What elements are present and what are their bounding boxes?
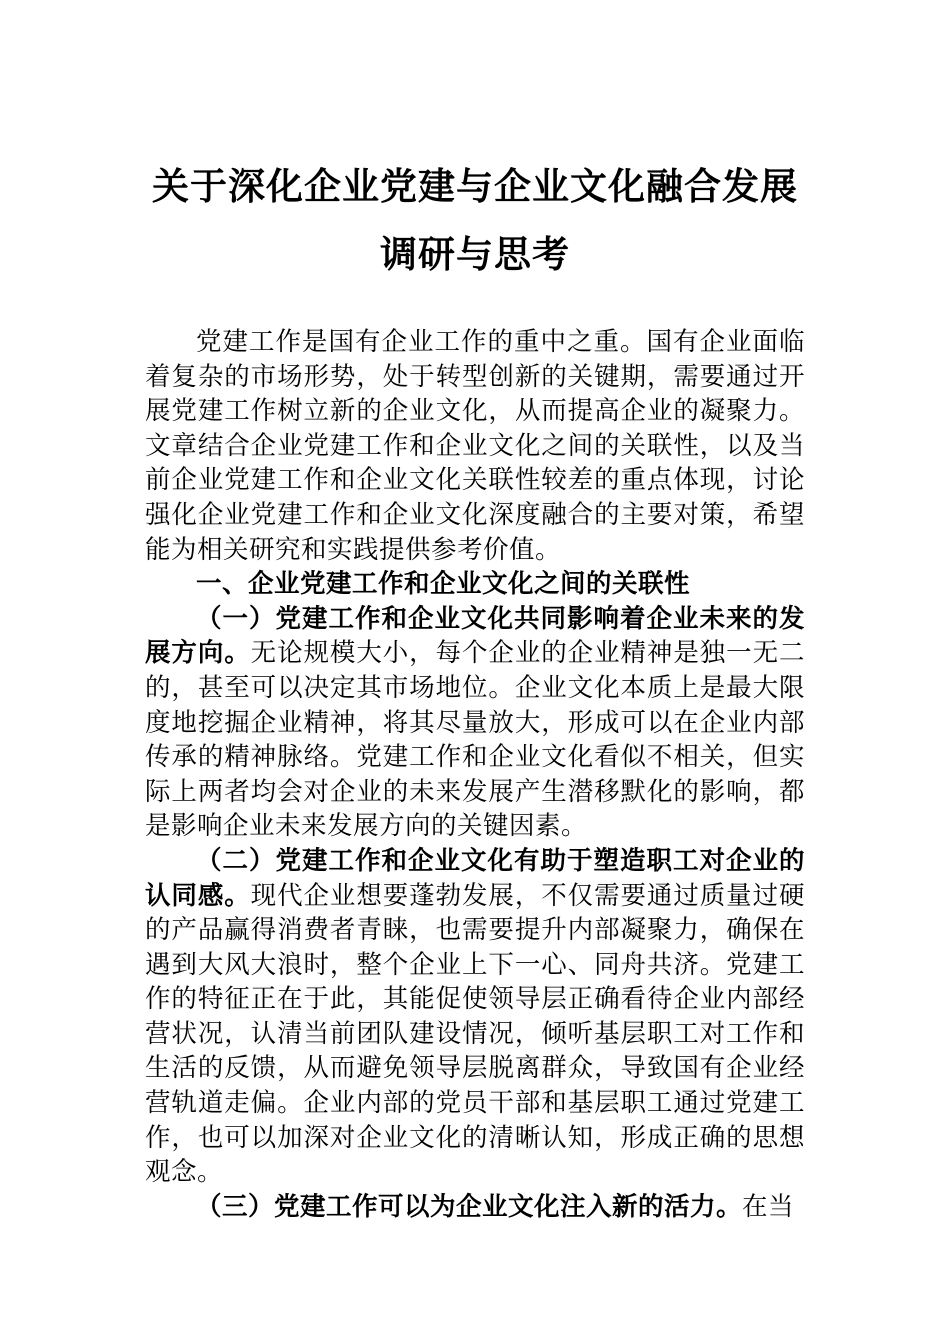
paragraph-1-subhead: （一）党建工作和企业文化共同影响着企业未来的发展方向。 <box>145 603 805 669</box>
paragraph-1 <box>145 602 805 844</box>
paragraph-2-subhead: （二）党建工作和企业文化有助于塑造职工对企业的认同感。 <box>145 845 805 911</box>
paragraph-1-text: 无论规模大小，每个企业的企业精神是独一无二的，甚至可以决定其市场地位。企业文化本质上是最大限度地挖掘企业精神，将其尽量放大，形成可以在企业内部传承的精神脉络。党建工作和企业文化看似不相关，但实际上两者均会对企业的未来发展产生潜移默化的影响，都是影响企业未来发展方向的关键因素。 <box>145 638 805 842</box>
paragraph-3-subhead: （三）党建工作可以为企业文化注入新的活力。 <box>196 1191 743 1222</box>
paragraph-2-text: 现代企业想要蓬勃发展，不仅需要通过质量过硬的产品赢得消费者青睐，也需要提升内部凝聚力，确保在遇到大风大浪时，整个企业上下一心、同舟共济。党建工作的特征正在于此，其能促使领导层正确看待企业内部经营状况，认清当前团队建设情况，倾听基层职工对工作和生活的反馈，从而避免领导层脱离群众，导致国有企业经营轨道走偏。企业内部的党员干部和基层职工通过党建工作，也可以加深对企业文化的清晰认知，形成正确的思想观念。 <box>145 880 805 1188</box>
paragraph-2 <box>145 844 805 1190</box>
paragraph-3 <box>145 1190 805 1225</box>
intro-paragraph: 党建工作是国有企业工作的重中之重。国有企业面临着复杂的市场形势，处于转型创新的关键期，需要通过开展党建工作树立新的企业文化，从而提高企业的凝聚力。文章结合企业党建工作和企业文化之间的关联性，以及当前企业党建工作和企业文化关联性较差的重点体现，讨论强化企业党建工作和企业文化深度融合的主要对策，希望能为相关研究和实践提供参考价值。 <box>145 327 805 565</box>
paragraph-3-text: 在当 <box>742 1191 795 1222</box>
document-body <box>145 325 805 1224</box>
section-heading: 一、企业党建工作和企业文化之间的关联性 <box>196 569 691 600</box>
document-title: 关于深化企业党建与企业文化融合发展调研与思考 <box>152 164 798 276</box>
